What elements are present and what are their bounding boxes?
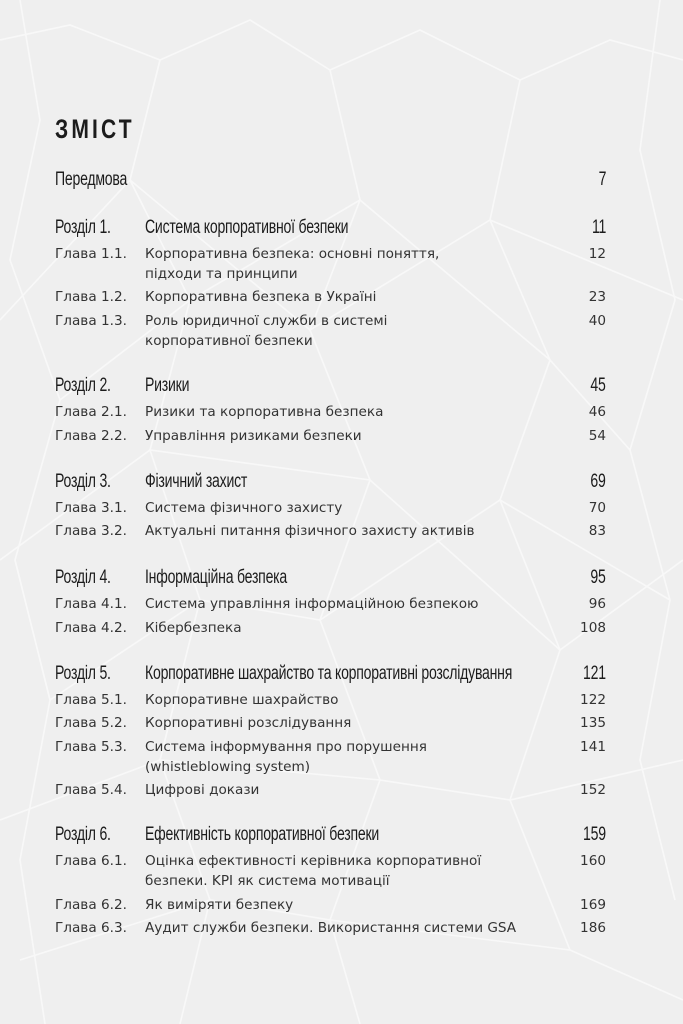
chapter-page: 141 (580, 739, 606, 755)
chapter-title: Система інформування про порушення (whistleblowing system) (145, 739, 427, 775)
toc-chapter[interactable] (55, 426, 606, 446)
toc-chapter[interactable] (55, 402, 606, 422)
chapter-page: 96 (588, 596, 606, 612)
chapter-page: 54 (588, 428, 606, 444)
section-title: Ризики (145, 375, 190, 396)
toc-chapter[interactable] (55, 594, 606, 614)
chapter-page: 152 (580, 782, 606, 798)
chapter-page: 70 (588, 500, 606, 516)
chapter-label: Глава 2.1. (55, 404, 127, 420)
section-page: 121 (583, 663, 606, 684)
chapter-label: Глава 1.3. (55, 313, 127, 329)
toc-chapter[interactable] (55, 498, 606, 518)
chapter-title: Як виміряти безпеку (145, 897, 294, 913)
section-label: Розділ 3. (55, 471, 111, 492)
chapter-label: Глава 5.4. (55, 782, 127, 798)
section-title: Корпоративне шахрайство та корпоративні розслідування (145, 663, 513, 684)
toc-chapter[interactable] (55, 918, 606, 938)
toc-section[interactable] (55, 566, 606, 590)
chapter-page: 122 (580, 692, 606, 708)
chapter-page: 46 (588, 404, 606, 420)
chapter-page: 186 (580, 920, 606, 936)
toc-chapter[interactable] (55, 690, 606, 710)
section-title: Ефективність корпоративної безпеки (145, 824, 380, 845)
chapter-title: Управління ризиками безпеки (145, 428, 362, 444)
chapter-label: Глава 4.1. (55, 596, 127, 612)
toc-chapter[interactable] (55, 737, 606, 777)
section-title: Система корпоративної безпеки (145, 217, 349, 238)
chapter-label: Глава 5.1. (55, 692, 127, 708)
toc-section[interactable] (55, 374, 606, 398)
chapter-title: Система фізичного захисту (145, 500, 343, 516)
section-label: Розділ 2. (55, 375, 111, 396)
chapter-title: Корпоративна безпека: основні поняття, підходи та принципи (145, 246, 440, 282)
section-page: 69 (590, 471, 606, 492)
chapter-title: Корпоративне шахрайство (145, 692, 339, 708)
chapter-title: Ризики та корпоративна безпека (145, 404, 384, 420)
chapter-page: 108 (580, 620, 606, 636)
preface-label: Передмова (55, 169, 128, 190)
chapter-page: 83 (588, 523, 606, 539)
toc-section[interactable] (55, 823, 606, 847)
preface-page: 7 (598, 169, 606, 190)
section-title: Фізичний захист (145, 471, 248, 492)
chapter-label: Глава 2.2. (55, 428, 127, 444)
chapter-title: Оцінка ефективності керівника корпоративної безпеки. KPI як система мотивації (145, 853, 482, 889)
toc-chapter[interactable] (55, 244, 606, 284)
chapter-title: Система управління інформаційною безпекою (145, 596, 479, 612)
chapter-title: Цифрові докази (145, 782, 260, 798)
toc-section[interactable] (55, 662, 606, 686)
toc-section[interactable] (55, 470, 606, 494)
chapter-label: Глава 6.2. (55, 897, 127, 913)
section-page: 11 (591, 217, 606, 238)
chapter-title: Корпоративні розслідування (145, 715, 352, 731)
section-label: Розділ 1. (55, 217, 111, 238)
chapter-label: Глава 5.3. (55, 739, 127, 755)
toc-preface[interactable] (55, 168, 606, 192)
chapter-title: Кібербезпека (145, 620, 242, 636)
chapter-label: Глава 3.2. (55, 523, 127, 539)
toc-chapter[interactable] (55, 780, 606, 800)
section-label: Розділ 4. (55, 567, 111, 588)
chapter-label: Глава 6.3. (55, 920, 127, 936)
section-title: Інформаційна безпека (145, 567, 288, 588)
toc-chapter[interactable] (55, 851, 606, 891)
chapter-page: 169 (580, 897, 606, 913)
toc-chapter[interactable] (55, 713, 606, 733)
section-page: 45 (590, 375, 606, 396)
section-page: 159 (583, 824, 606, 845)
toc-chapter[interactable] (55, 521, 606, 541)
chapter-title: Актуальні питання фізичного захисту активів (145, 523, 475, 539)
chapter-page: 135 (580, 715, 606, 731)
section-label: Розділ 6. (55, 824, 111, 845)
toc-chapter[interactable] (55, 895, 606, 915)
chapter-title: Корпоративна безпека в Україні (145, 289, 377, 305)
chapter-label: Глава 1.1. (55, 246, 127, 262)
chapter-page: 12 (588, 246, 606, 262)
section-label: Розділ 5. (55, 663, 111, 684)
toc-section[interactable] (55, 216, 606, 240)
chapter-page: 23 (588, 289, 606, 305)
toc-chapter[interactable] (55, 618, 606, 638)
chapter-label: Глава 5.2. (55, 715, 127, 731)
toc-chapter[interactable] (55, 311, 606, 351)
chapter-label: Глава 6.1. (55, 853, 127, 869)
toc-chapter[interactable] (55, 287, 606, 307)
chapter-label: Глава 4.2. (55, 620, 127, 636)
chapter-page: 40 (588, 313, 606, 329)
section-page: 95 (590, 567, 606, 588)
page-title: ЗМІСТ (55, 114, 135, 144)
chapter-label: Глава 1.2. (55, 289, 127, 305)
chapter-title: Роль юридичної служби в системі корпоративної безпеки (145, 313, 388, 349)
chapter-title: Аудит служби безпеки. Використання системи GSA (145, 920, 517, 936)
chapter-page: 160 (580, 853, 606, 869)
chapter-label: Глава 3.1. (55, 500, 127, 516)
